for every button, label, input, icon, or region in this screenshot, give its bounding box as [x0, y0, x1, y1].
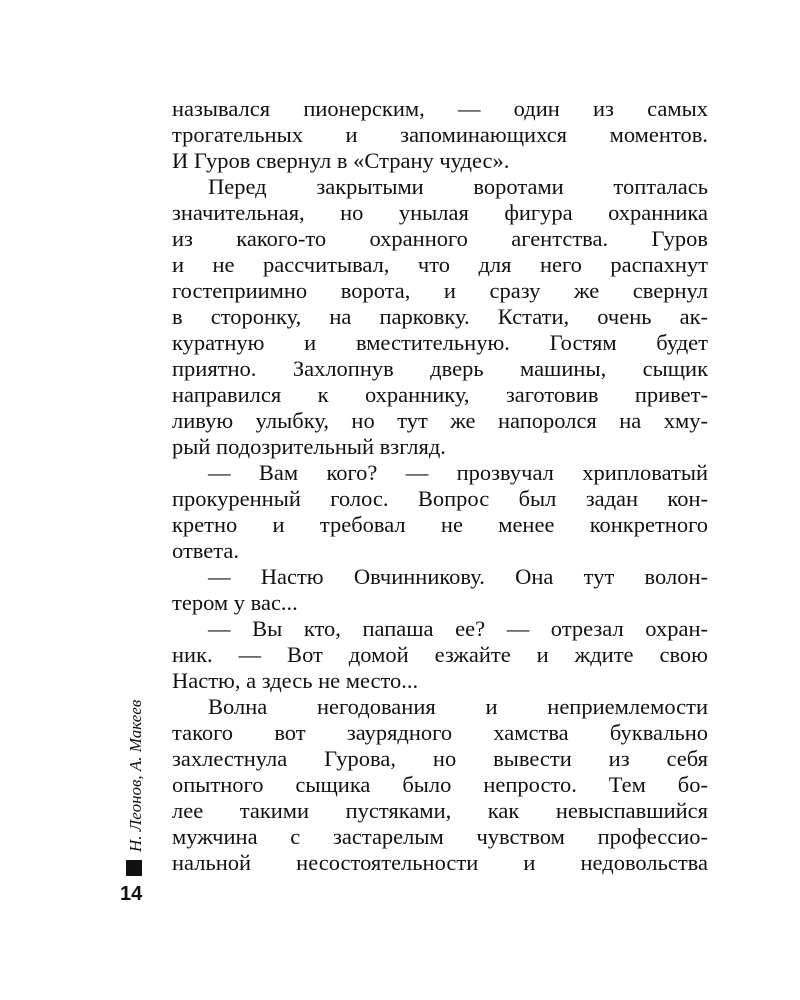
- text-line: опытного сыщика было непросто. Тем бо-: [172, 772, 708, 797]
- text-line: кретно и требовал не менее конкретного: [172, 512, 708, 537]
- text-line: Перед закрытыми воротами топталась: [208, 174, 708, 199]
- text-line: — Вам кого? — прозвучал хрипловатый: [208, 460, 708, 485]
- text-line: Настю, а здесь не место...: [172, 668, 419, 693]
- text-line: и не рассчитывал, что для него распахнут: [172, 252, 708, 277]
- text-line: трогательных и запоминающихся моментов.: [172, 122, 708, 147]
- text-line: такого вот заурядного хамства буквально: [172, 720, 708, 745]
- text-line: рый подозрительный взгляд.: [172, 434, 446, 459]
- text-line: тером у вас...: [172, 590, 298, 615]
- text-line: захлестнула Гурова, но вывести из себя: [172, 746, 708, 771]
- text-line: гостеприимно ворота, и сразу же свернул: [172, 278, 708, 303]
- page-number: 14: [120, 883, 143, 905]
- text-line: — Настю Овчинникову. Она тут волон-: [208, 564, 708, 589]
- text-line: Волна негодования и неприемлемости: [208, 694, 708, 719]
- running-head: Н. Леонов, А. Макеев: [126, 699, 145, 852]
- text-line: И Гуров свернул в «Страну чудес».: [172, 148, 510, 173]
- page-marker-square: [126, 860, 142, 876]
- text-line: нальной несостоятельности и недовольства: [172, 850, 708, 875]
- text-line: значительная, но унылая фигура охранника: [172, 200, 708, 225]
- text-line: лее такими пустяками, как невыспавшийся: [172, 798, 708, 823]
- text-line: в сторонку, на парковку. Кстати, очень ак-: [172, 304, 708, 329]
- text-line: ответа.: [172, 538, 239, 563]
- body-text: [172, 96, 708, 876]
- text-line: ливую улыбку, но тут же напоролся на хму-: [172, 408, 708, 433]
- text-line: направился к охраннику, заготовив привет-: [172, 382, 708, 407]
- text-line: приятно. Захлопнув дверь машины, сыщик: [172, 356, 708, 381]
- text-line: прокуренный голос. Вопрос был задан кон-: [172, 486, 708, 511]
- text-line: мужчина с застарелым чувством профессио-: [172, 824, 708, 849]
- text-line: — Вы кто, папаша ее? — отрезал охран-: [208, 616, 708, 641]
- text-line: назывался пионерским, — один из самых: [172, 96, 708, 121]
- text-line: из какого-то охранного агентства. Гуров: [172, 226, 708, 251]
- text-line: куратную и вместительную. Гостям будет: [172, 330, 708, 355]
- text-line: ник. — Вот домой езжайте и ждите свою: [172, 642, 708, 667]
